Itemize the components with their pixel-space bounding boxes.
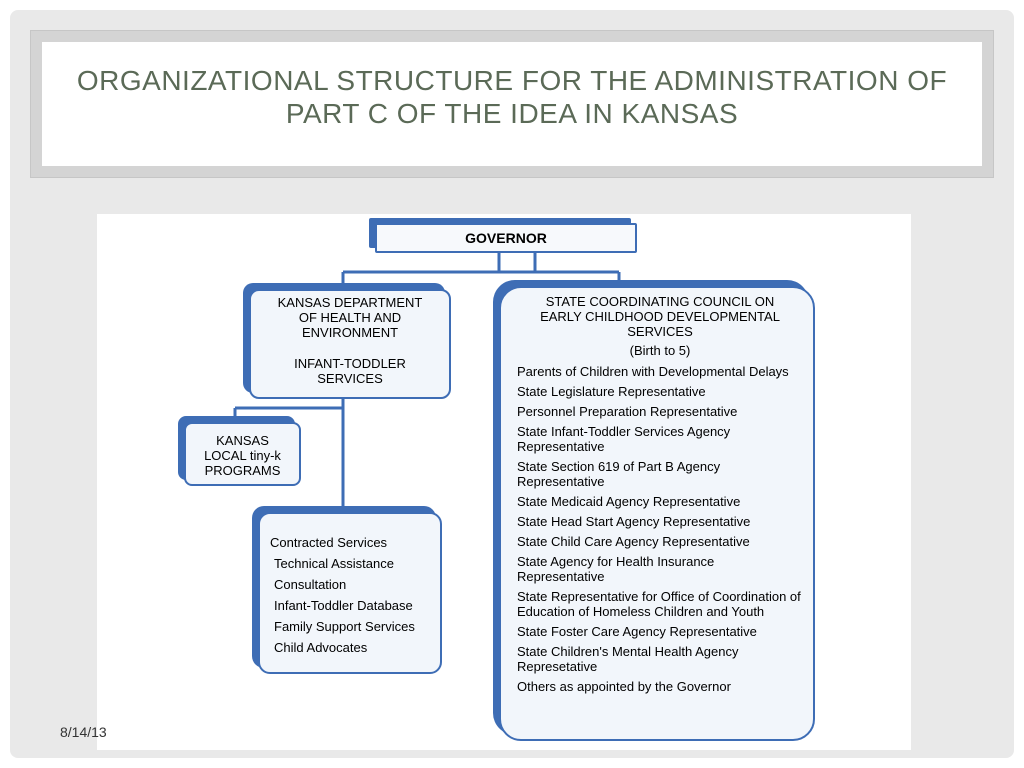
local-line-2: LOCAL tiny-k <box>204 448 281 463</box>
slide-date: 8/14/13 <box>60 724 107 740</box>
governor-box <box>375 223 637 253</box>
service-item: Consultation <box>274 577 347 592</box>
service-item: Family Support Services <box>274 619 415 634</box>
kdhe-line-3: ENVIRONMENT <box>301 325 399 340</box>
council-member: Parents of Children with Developmental Delays <box>517 364 789 379</box>
council-member: State Legislature Representative <box>517 384 706 399</box>
council-member: Personnel Preparation Representative <box>517 404 738 419</box>
council-member: State Medicaid Agency Representative <box>517 494 741 509</box>
council-subtitle: (Birth to 5) <box>629 343 691 358</box>
kdhe-line-2: OF HEALTH AND <box>298 310 402 325</box>
council-box <box>499 286 815 741</box>
council-member: State Children's Mental Health Agency Represetative <box>517 644 739 674</box>
council-member: State Representative for Office of Coordination of Education of Homeless Children and Youth <box>517 589 801 619</box>
kdhe-line-5: SERVICES <box>317 371 383 386</box>
council-title-line-2: EARLY CHILDHOOD DEVELOPMENTAL <box>540 309 780 324</box>
council-member: Others as appointed by the Governor <box>517 679 731 694</box>
org-chart <box>97 214 911 750</box>
slide-title <box>77 64 947 130</box>
local-programs-box <box>184 422 301 486</box>
council-title-line-3: SERVICES <box>627 324 693 339</box>
council-member: State Head Start Agency Representative <box>517 514 751 529</box>
council-member: State Agency for Health Insurance Representative <box>517 554 715 584</box>
local-line-3: PROGRAMS <box>204 463 281 478</box>
local-line-1: KANSAS <box>216 433 269 448</box>
governor-label: GOVERNOR <box>465 229 547 246</box>
council-member: State Foster Care Agency Representative <box>517 624 757 639</box>
kdhe-line-4: INFANT-TODDLER <box>294 356 406 371</box>
services-heading: Contracted Services <box>270 535 388 550</box>
slide-title-line-1: ORGANIZATIONAL STRUCTURE FOR THE ADMINISTRATION OF <box>76 65 948 96</box>
kdhe-box <box>249 289 451 399</box>
title-container <box>42 42 982 166</box>
service-item: Infant-Toddler Database <box>274 598 413 613</box>
council-member: State Section 619 of Part B Agency Representative <box>517 459 721 489</box>
council-member: State Child Care Agency Representative <box>517 534 750 549</box>
service-item: Child Advocates <box>274 640 368 655</box>
service-item: Technical Assistance <box>274 556 394 571</box>
kdhe-line-1: KANSAS DEPARTMENT <box>277 295 423 310</box>
slide-title-line-2: PART C OF THE IDEA IN KANSAS <box>285 98 739 129</box>
council-title-line-1: STATE COORDINATING COUNCIL ON <box>545 294 775 309</box>
council-member: State Infant-Toddler Services Agency Representative <box>517 424 731 454</box>
contracted-services-box <box>258 512 442 674</box>
